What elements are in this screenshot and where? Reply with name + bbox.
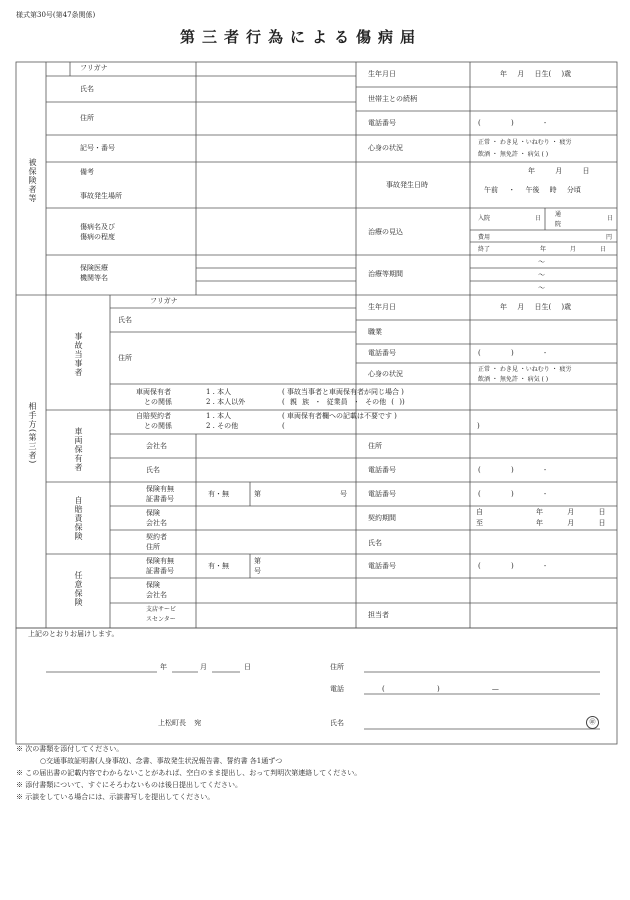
note-5: ※ 示談をしている場合には、示談書写しを提出してください。 [16,793,215,801]
relation-label: 世帯主との続柄 [368,95,417,103]
footer-day: 日 [244,663,251,671]
vehicle-phone-value: ( ) - [478,466,547,474]
liability-phone-value: ( ) - [478,490,547,498]
form-title: 第三者行為による傷病届 [180,28,423,46]
period-tilde-1: 〜 [538,258,545,266]
note-4: ※ 添付書類について、すぐにそろわないものは後日提出してください。 [16,781,242,789]
liability-section-label: 自賠責保険 [74,496,83,541]
vehicle-relation-option2-note: ( ) [282,422,480,430]
insured-name-label: 氏名 [80,85,94,93]
cost-label: 費用 [478,234,491,241]
outpatient-label-1: 通 [555,211,562,218]
vehicle-relation-option1: 1 . 本人 [206,412,232,420]
outpatient-label-2: 院 [555,221,562,228]
treatment-outlook-label: 治療の見込 [368,228,403,236]
vehicle-relation-label-1: 自賠契約者 [136,412,171,420]
optional-section-label: 任意保険 [74,571,83,607]
vehicle-phone-label: 電話番号 [368,466,396,474]
applicant-phone-value: ( ) — [382,685,499,693]
liability-phone-label: 電話番号 [368,490,396,498]
insured-remarks-label: 備考 [80,168,94,176]
party-relation-option1: 1 . 本人 [206,388,232,396]
end-date-value: 年 月 日 [540,246,606,253]
liability-company-label-2: 会社名 [146,519,167,527]
party-phone-label: 電話番号 [368,349,396,357]
vehicle-address-label: 住所 [368,442,382,450]
party-condition-label: 心身の状況 [368,370,403,378]
applicant-phone-label: 電話 [330,685,344,693]
party-occupation-label: 職業 [368,328,382,336]
party-section-label: 事故当事者 [74,332,83,377]
party-birth-value: 年 月 日生( )歳 [500,303,572,311]
vehicle-company-label: 会社名 [146,442,167,450]
insured-birth-label: 生年月日 [368,70,396,78]
insured-condition-line1: 正常 ・ わき見 ・いねむり ・ 疲労 [478,139,572,146]
vehicle-relation-option1-note: ( 車両保有者欄への記載は不要です ) [282,412,397,420]
insured-phone-label: 電話番号 [368,119,396,127]
party-name-label: 氏名 [118,316,132,324]
end-label: 終了 [478,246,491,253]
party-relation-label-1: 車両保有者 [136,388,171,396]
inpatient-label: 入院 [478,215,491,222]
contract-to-label: 至 [476,519,483,527]
vehicle-owner-section-label: 車両保有者 [74,427,83,472]
insured-birth-value: 年 月 日生( )歳 [500,70,572,78]
party-relation-option1-note: ( 事故当事者と車両保有者が同じ場合 ) [282,388,404,396]
insured-condition-label: 心身の状況 [368,144,403,152]
period-tilde-2: 〜 [538,271,545,279]
liability-dai: 第 [254,490,261,498]
cost-yen-unit: 円 [606,234,613,241]
accident-place-label: 事故発生場所 [80,192,122,200]
outpatient-day-unit: 日 [607,215,614,222]
contract-from-label: 自 [476,508,483,516]
insured-phone-value: ( ) - [478,119,547,127]
insured-section-label: 被保険者等 [28,158,37,203]
insured-furigana-label: フリガナ [80,64,108,72]
optional-company-label-1: 保険 [146,581,160,589]
medical-facility-label-2: 機関等名 [80,274,108,282]
party-birth-label: 生年月日 [368,303,396,311]
liability-cert-label-1: 保険有無 [146,485,174,493]
accident-datetime-label: 事故発生日時 [386,181,428,189]
declaration-text: 上記のとおりお届けします。 [28,630,119,638]
party-condition-line2: 飲酒 ・ 無免許 ・ 病気 ( ) [478,376,549,383]
seal-mark-icon: ㊞ [586,716,599,729]
addressee: 上松町長 宛 [158,719,202,727]
optional-cert-label-2: 証書番号 [146,567,174,575]
accident-date-value: 年 月 日 [528,167,590,175]
insured-address-label: 住所 [80,114,94,122]
optional-cert-label-1: 保険有無 [146,557,174,565]
footer-month: 月 [200,663,207,671]
party-furigana-label: フリガナ [150,297,178,305]
branch-label-2: スセンター [146,616,176,623]
vehicle-name-label: 氏名 [146,466,160,474]
party-condition-line1: 正常 ・ わき見 ・いねむり ・ 疲労 [478,366,572,373]
liability-company-label-1: 保険 [146,509,160,517]
applicant-address-label: 住所 [330,663,344,671]
optional-phone-label: 電話番号 [368,562,396,570]
footer-year: 年 [160,663,167,671]
party-relation-option2-note: ( 親 族 ・ 従業員 ・ その他 ( )) [282,398,405,406]
form-number: 様式第30号(第47条関係) [16,11,96,19]
inpatient-day-unit: 日 [535,215,542,222]
party-relation-label-2: との関係 [144,398,172,406]
optional-dai: 第 [254,557,261,565]
party-address-label: 住所 [118,354,132,362]
contract-from-date: 年 月 日 [536,508,606,516]
liability-yes-no: 有・無 [208,490,229,498]
staff-label: 担当者 [368,611,389,619]
note-3: ※ この届出書の記載内容でわからないことがあれば、空白のまま提出し、おって判明次第連絡してください。 [16,769,362,777]
treatment-period-label: 治療等期間 [368,270,403,278]
optional-go: 号 [254,567,261,575]
note-1: ※ 次の書類を添付してください。 [16,745,124,753]
liability-go: 号 [340,490,347,498]
accident-time-value: 午前 ・ 午後 時 分頃 [484,186,581,194]
contractor-name-label: 氏名 [368,539,382,547]
medical-facility-label-1: 保険医療 [80,264,108,272]
note-2: ○交通事故証明書(人身事故)、念書、事故発生状況報告書、誓約書 各1通ずつ [40,757,283,765]
party-phone-value: ( ) - [478,349,547,357]
contractor-label-2: 住所 [146,543,160,551]
insured-condition-line2: 飲酒 ・ 無免許 ・ 病気 ( ) [478,151,549,158]
optional-company-label-2: 会社名 [146,591,167,599]
party-relation-option2: 2 . 本人以外 [206,398,246,406]
vehicle-relation-option2: 2 . その他 [206,422,239,430]
other-party-section-label: 相手方(第三者) [28,402,37,465]
injury-name-label-2: 傷病の程度 [80,233,115,241]
liability-cert-label-2: 証書番号 [146,495,174,503]
branch-label-1: 支店サービ [146,606,177,613]
injury-name-label-1: 傷病名及び [80,223,115,231]
optional-yes-no: 有・無 [208,562,229,570]
insured-symbol-number-label: 記号・番号 [80,144,115,152]
period-tilde-3: 〜 [538,284,545,292]
contract-to-date: 年 月 日 [536,519,606,527]
optional-phone-value: ( ) - [478,562,547,570]
contractor-label-1: 契約者 [146,533,167,541]
contract-period-label: 契約期間 [368,514,396,522]
vehicle-relation-label-2: との関係 [144,422,172,430]
applicant-name-label: 氏名 [330,719,344,727]
